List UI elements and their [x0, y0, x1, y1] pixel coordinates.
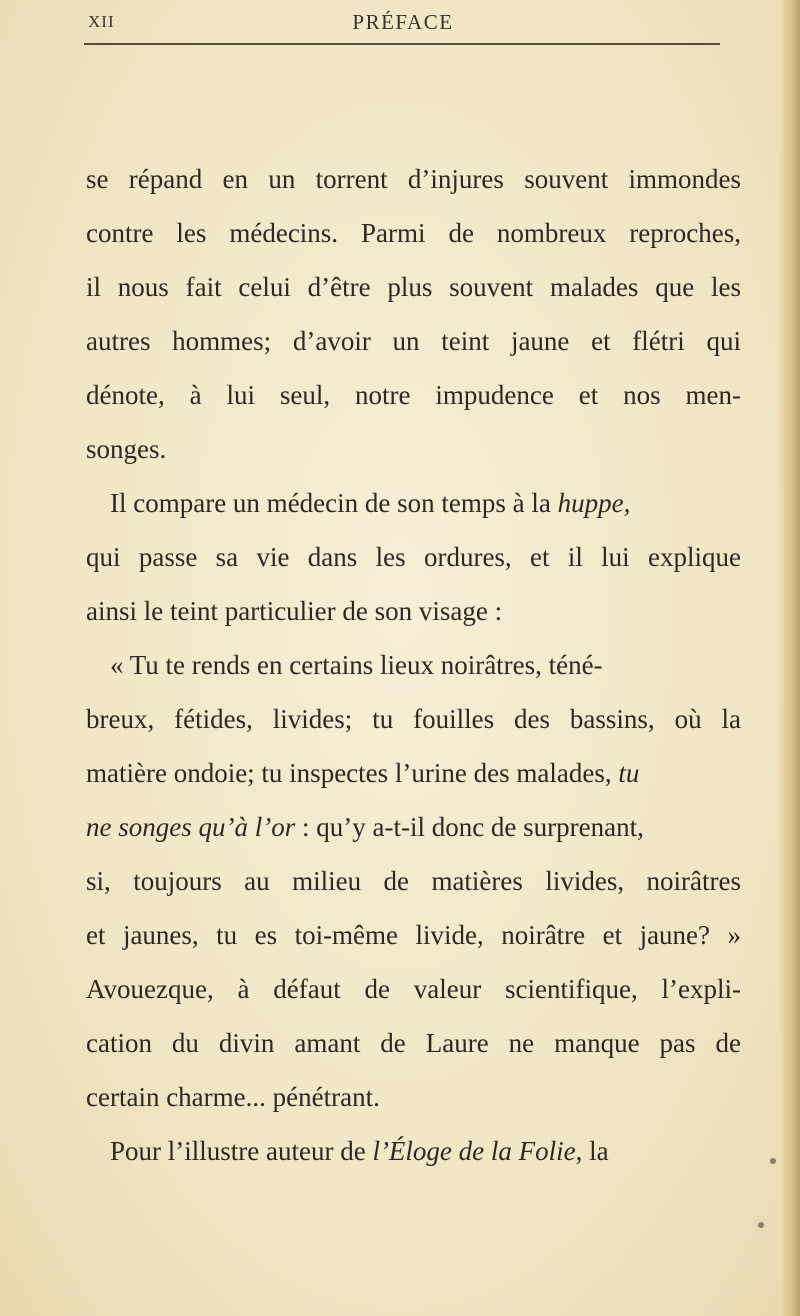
text-line: qui passe sa vie dans les ordures, et il lui explique [86, 542, 741, 572]
text-line: songes. [86, 434, 167, 464]
print-speck [770, 1158, 776, 1164]
italic-word: tu [618, 758, 640, 788]
text-line: ainsi le teint particulier de son visage : [86, 596, 503, 626]
text-line: contre les médecins. Parmi de nombreux reproches, [86, 218, 741, 248]
text-line: il nous fait celui d’être plus souvent malades que les [86, 272, 741, 302]
text-line: dénote, à lui seul, notre impudence et nos men- [86, 380, 741, 410]
text-line: certain charme... pénétrant. [86, 1082, 380, 1112]
text-line: et jaunes, tu es toi-même livide, noirâtre et jaune? » [86, 920, 741, 950]
text-line: ne songes qu’à l’or : qu’y a-t-il donc de surprenant, [86, 812, 644, 842]
page-number: XII [88, 12, 115, 31]
text-line: Il compare un médecin de son temps à la huppe, [110, 488, 631, 518]
text-line: « Tu te rends en certains lieux noirâtres, téné- [110, 650, 603, 680]
text-line: se répand en un torrent d’injures souvent immondes [86, 164, 741, 194]
text-line: matière ondoie; tu inspectes l’urine des malades, tu [86, 758, 640, 788]
text-line: si, toujours au milieu de matières livides, noirâtres [86, 866, 741, 896]
text-line: Avouezque, à défaut de valeur scientifique, l’expli- [86, 974, 741, 1004]
text-line: cation du divin amant de Laure ne manque pas de [86, 1028, 741, 1058]
italic-title: l’Éloge de la Folie [372, 1136, 576, 1166]
running-head: PRÉFACE [352, 10, 454, 34]
body-text [86, 152, 741, 1178]
text-line: autres hommes; d’avoir un teint jaune et flétri qui [86, 326, 741, 356]
italic-phrase: ne songes qu’à l’or [86, 812, 296, 842]
italic-word: huppe, [557, 488, 631, 518]
page-header [88, 8, 718, 48]
header-rule [84, 43, 720, 45]
page-edge [778, 0, 800, 1316]
print-speck [758, 1222, 764, 1228]
text-line: breux, fétides, livides; tu fouilles des bassins, où la [86, 704, 741, 734]
text-line: Pour l’illustre auteur de l’Éloge de la Folie, la [110, 1136, 609, 1166]
